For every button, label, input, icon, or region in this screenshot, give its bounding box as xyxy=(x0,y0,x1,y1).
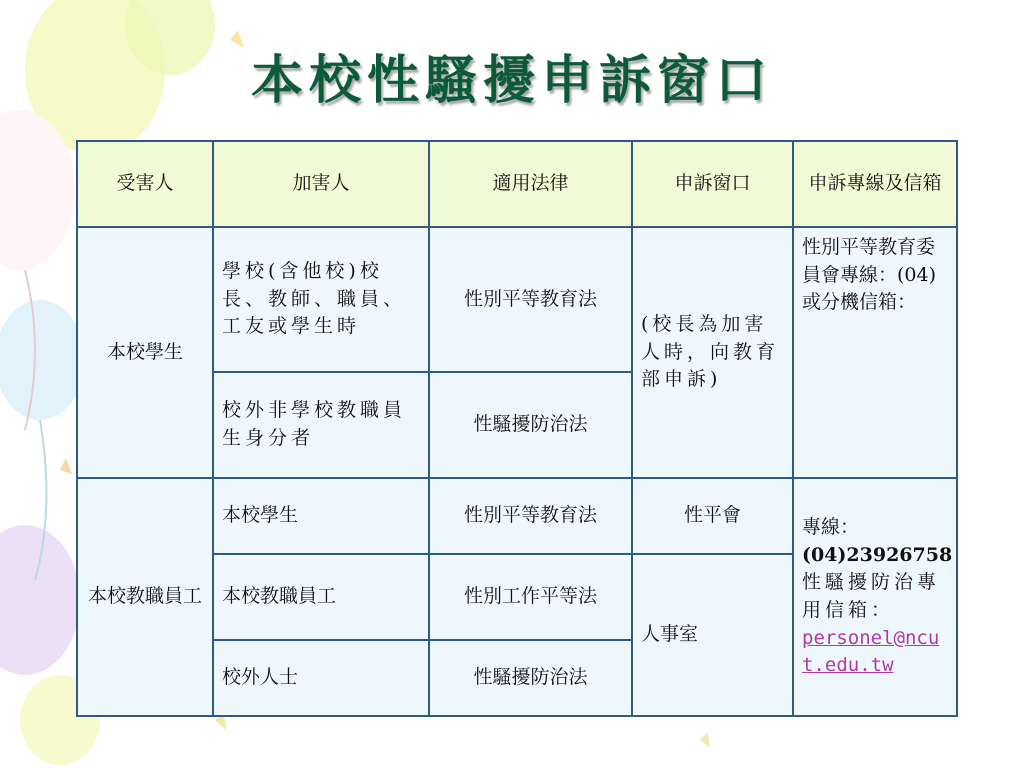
page-title: 本校性騷擾申訴窗口 xyxy=(250,50,773,111)
contact-staff-cell xyxy=(793,478,957,716)
header-offender: 加害人 xyxy=(213,141,429,227)
complaint-window-table xyxy=(76,140,958,717)
header-victim: 受害人 xyxy=(77,141,213,227)
window-ministry-of-education: (校長為加害人時，向教育部申訴) xyxy=(632,227,793,478)
law-gender-equity-education: 性別平等教育法 xyxy=(429,478,632,554)
header-law: 適用法律 xyxy=(429,141,632,227)
law-gender-equity-education: 性別平等教育法 xyxy=(429,227,632,372)
table-header-row xyxy=(77,141,957,227)
victim-student: 本校學生 xyxy=(77,227,213,478)
law-sexual-harassment-prevention: 性騷擾防治法 xyxy=(429,372,632,478)
offender-school-staff: 學校(含他校)校長、教師、職員、工友或學生時 xyxy=(213,227,429,372)
offender-student: 本校學生 xyxy=(213,478,429,554)
offender-outsider: 校外人士 xyxy=(213,640,429,716)
header-contact: 申訴專線及信箱 xyxy=(793,141,957,227)
window-personnel-office: 人事室 xyxy=(632,554,793,716)
law-gender-equality-employment: 性別工作平等法 xyxy=(429,554,632,640)
contact-email-link[interactable]: personel@ncut.edu.tw xyxy=(802,626,940,677)
table-row xyxy=(77,227,957,372)
contact-email-label: 性騷擾防治專用信箱： xyxy=(802,571,941,621)
offender-staff: 本校教職員工 xyxy=(213,554,429,640)
law-sexual-harassment-prevention: 性騷擾防治法 xyxy=(429,640,632,716)
table-row xyxy=(77,478,957,554)
victim-staff: 本校教職員工 xyxy=(77,478,213,716)
contact-line-label: 專線： xyxy=(802,516,860,539)
header-window: 申訴窗口 xyxy=(632,141,793,227)
contact-phone: (04)23926758 xyxy=(802,543,953,566)
offender-outside-person: 校外非學校教職員生身分者 xyxy=(213,372,429,478)
window-gender-equity-committee: 性平會 xyxy=(632,478,793,554)
contact-gender-equity-committee: 性別平等教育委員會專線：(04)或分機信箱： xyxy=(793,227,957,478)
